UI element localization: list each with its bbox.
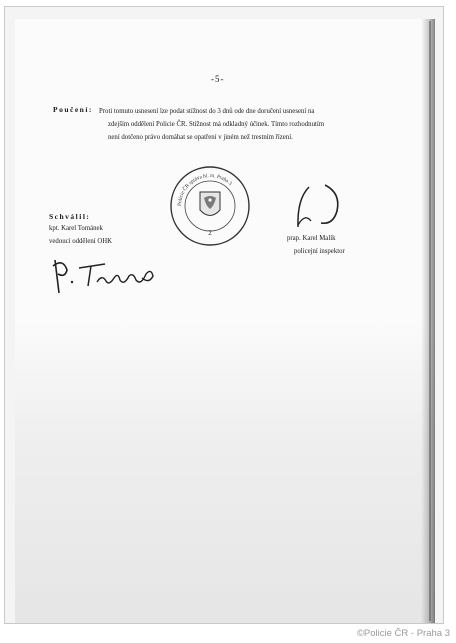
- page-number: -5-: [211, 74, 225, 84]
- approved-label: Schválil:: [49, 212, 91, 221]
- document-page: [15, 19, 435, 623]
- page-edge-line: [429, 21, 431, 621]
- officer-title: policejní inspektor: [294, 248, 345, 255]
- page-edge-shadow: [421, 19, 435, 623]
- stamp-number: 2: [208, 229, 212, 237]
- notice-line: není dotčeno právo domáhat se opatření v jiném než trestním řízení.: [108, 134, 293, 141]
- copyright-watermark: ©Policie ČR - Praha 3: [356, 628, 450, 639]
- official-stamp: [169, 165, 251, 252]
- notice-text: [99, 105, 399, 144]
- officer-name: prap. Karel Malík: [287, 235, 336, 242]
- document-frame: [4, 6, 444, 624]
- stamp-text: Policie ČR správa hl. m. Praha 3: [176, 172, 233, 207]
- notice-line: Proti tomuto usnesení lze podat stížnost do 3 dnů ode dne doručení usnesení na: [99, 108, 315, 115]
- approver-name: kpt. Karel Tománek: [49, 225, 103, 232]
- approver-signature: [45, 248, 160, 305]
- scan-shading: [15, 319, 435, 623]
- notice-line: zdejším oddělení Policie ČR. Stížnost má odkladný účinek. Tímto rozhodnutím: [108, 121, 325, 128]
- approver-title: vedoucí oddělení OHK: [49, 238, 113, 245]
- notice-label: Poučení:: [53, 105, 93, 114]
